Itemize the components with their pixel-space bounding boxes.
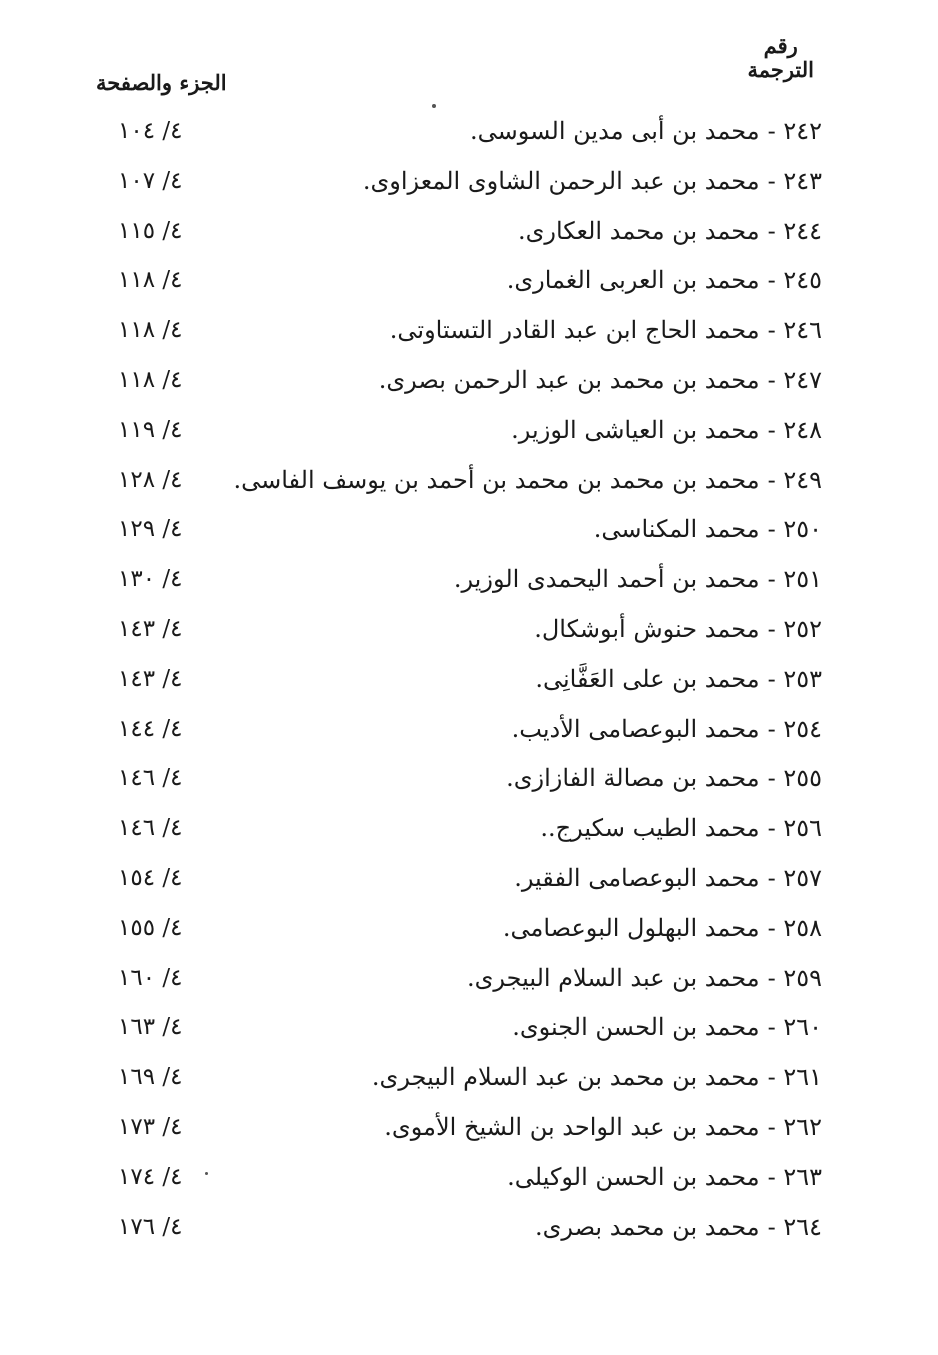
entry-volume-page: ٤/ ١١٩ xyxy=(118,416,183,443)
entry-volume-page: ٤/ ١٧٣ xyxy=(118,1113,183,1140)
entry-number: ٢٤٧ - xyxy=(767,365,822,394)
entry-volume-page: ٤/ ١٧٤ xyxy=(118,1163,183,1190)
entry-number: ٢٥٢ - xyxy=(767,614,822,643)
entry-volume-page: ٤/ ١٠٧ xyxy=(118,167,183,194)
list-item xyxy=(0,158,938,208)
entry-name: محمد بن العياشى الوزير. xyxy=(511,415,760,444)
entry-volume-page: ٤/ ١٢٨ xyxy=(118,466,183,493)
list-item xyxy=(0,208,938,258)
entry-name: محمد بن الحسن الجنوى. xyxy=(512,1013,760,1042)
entry-name: محمد بن محمد بصرى. xyxy=(534,1212,760,1241)
entries-list xyxy=(0,108,938,1253)
list-item xyxy=(0,257,938,307)
volume-page-header: الجزء والصفحة xyxy=(96,70,227,95)
list-item xyxy=(0,805,938,855)
entry-volume-page: ٤/ ١٥٤ xyxy=(118,864,183,891)
entry-name: محمد الحاج ابن عبد القادر التستاوتى. xyxy=(389,316,760,345)
entry-name: محمد بن محمد العكارى. xyxy=(517,216,760,245)
list-item xyxy=(0,855,938,905)
entry-name: محمد المكناسى. xyxy=(593,515,760,544)
entry-volume-page: ٤/ ١٠٤ xyxy=(118,118,183,144)
entry-number: ٢٤٨ - xyxy=(767,415,822,444)
entry-name: محمد بن عبد الواحد بن الشيخ الأموى. xyxy=(384,1112,760,1141)
entry-number: ٢٥٥ - xyxy=(767,764,822,793)
translation-number-header-line1: رقم xyxy=(763,33,798,58)
list-item xyxy=(0,1154,938,1204)
entry-volume-page: ٤/ ١٢٩ xyxy=(118,516,183,543)
entry-volume-page: ٤/ ١١٨ xyxy=(118,267,183,294)
entry-volume-page: ٤/ ١١٥ xyxy=(118,217,183,244)
entry-number: ٢٤٦ - xyxy=(767,316,822,345)
entry-volume-page: ٤/ ١١٨ xyxy=(118,317,183,344)
entry-volume-page: ٤/ ١٦٠ xyxy=(118,964,183,991)
entry-number: ٢٥١ - xyxy=(767,565,822,594)
list-item xyxy=(0,656,938,706)
entry-number: ٢٦٤ - xyxy=(767,1212,822,1241)
list-item xyxy=(0,357,938,407)
entry-number: ٢٥٧ - xyxy=(767,863,822,892)
entry-volume-page: ٤/ ١٦٩ xyxy=(118,1064,183,1091)
entry-name: محمد البهلول البوعصامى. xyxy=(502,913,760,942)
entry-number: ٢٥٩ - xyxy=(767,963,822,992)
list-item xyxy=(0,307,938,357)
entry-volume-page: ٤/ ١٤٦ xyxy=(118,815,183,842)
entry-number: ٢٦٠ - xyxy=(767,1013,822,1042)
entry-name: محمد بن محمد بن عبد السلام البيجرى. xyxy=(371,1063,760,1092)
list-item xyxy=(0,955,938,1005)
list-item xyxy=(0,606,938,656)
entry-name: محمد بن مصالة الفازازى. xyxy=(506,764,760,793)
list-item xyxy=(0,1054,938,1104)
translation-number-header-line2: الترجمة xyxy=(747,57,814,82)
entry-number: ٢٥٤ - xyxy=(767,714,822,743)
entry-name: محمد بن عبد السلام البيجرى. xyxy=(466,963,760,992)
entry-volume-page: ٤/ ١٥٥ xyxy=(118,914,183,941)
list-item xyxy=(0,1004,938,1054)
entry-number: ٢٤٢ - xyxy=(767,117,822,145)
entry-number: ٢٤٤ - xyxy=(767,216,822,245)
entry-name: محمد حنوش أبوشكال. xyxy=(534,614,760,643)
entry-name: محمد بن على العَفَّانِى. xyxy=(535,664,760,693)
entry-number: ٢٤٥ - xyxy=(767,266,822,295)
translation-number-header xyxy=(747,34,814,82)
entry-volume-page: ٤/ ١٤٣ xyxy=(118,615,183,642)
list-item xyxy=(0,1204,938,1254)
entry-name: محمد الطيب سكيرج.. xyxy=(540,814,760,843)
entry-name: محمد بن محمد بن محمد بن أحمد بن يوسف الفاسى. xyxy=(233,465,760,494)
entry-name: محمد بن العربى الغمارى. xyxy=(506,266,760,295)
entry-volume-page: ٤/ ١٤٤ xyxy=(118,715,183,742)
entry-name: محمد البوعصامى الأديب. xyxy=(511,714,760,743)
entry-number: ٢٦٣ - xyxy=(767,1162,822,1191)
list-item xyxy=(0,1104,938,1154)
entry-name: محمد البوعصامى الفقير. xyxy=(514,863,760,892)
entry-number: ٢٥٦ - xyxy=(767,814,822,843)
entry-number: ٢٦٢ - xyxy=(767,1112,822,1141)
entry-name: محمد بن أبى مدين السوسى. xyxy=(470,117,760,145)
list-item xyxy=(0,556,938,606)
entry-volume-page: ٤/ ١٤٣ xyxy=(118,665,183,692)
entry-name: محمد بن أحمد اليحمدى الوزير. xyxy=(453,565,760,594)
entry-volume-page: ٤/ ١٧٦ xyxy=(118,1213,183,1240)
entry-volume-page: ٤/ ١٤٦ xyxy=(118,765,183,792)
entry-number: ٢٥٠ - xyxy=(767,515,822,544)
list-item xyxy=(0,506,938,556)
entry-number: ٢٤٣ - xyxy=(767,166,822,195)
entry-name: محمد بن محمد بن عبد الرحمن بصرى. xyxy=(378,365,760,394)
list-item xyxy=(0,457,938,507)
entry-volume-page: ٤/ ١٦٣ xyxy=(118,1014,183,1041)
entry-number: ٢٥٣ - xyxy=(767,664,822,693)
list-item xyxy=(0,905,938,955)
entry-number: ٢٥٨ - xyxy=(767,913,822,942)
entry-number: ٢٤٩ - xyxy=(767,465,822,494)
entry-volume-page: ٤/ ١١٨ xyxy=(118,366,183,393)
entry-number: ٢٦١ - xyxy=(767,1063,822,1092)
list-item xyxy=(0,407,938,457)
list-item xyxy=(0,755,938,805)
list-item xyxy=(0,108,938,158)
list-item xyxy=(0,706,938,756)
entry-volume-page: ٤/ ١٣٠ xyxy=(118,566,183,593)
entry-name: محمد بن الحسن الوكيلى. xyxy=(507,1162,760,1191)
entry-name: محمد بن عبد الرحمن الشاوى المعزاوى. xyxy=(362,166,760,195)
